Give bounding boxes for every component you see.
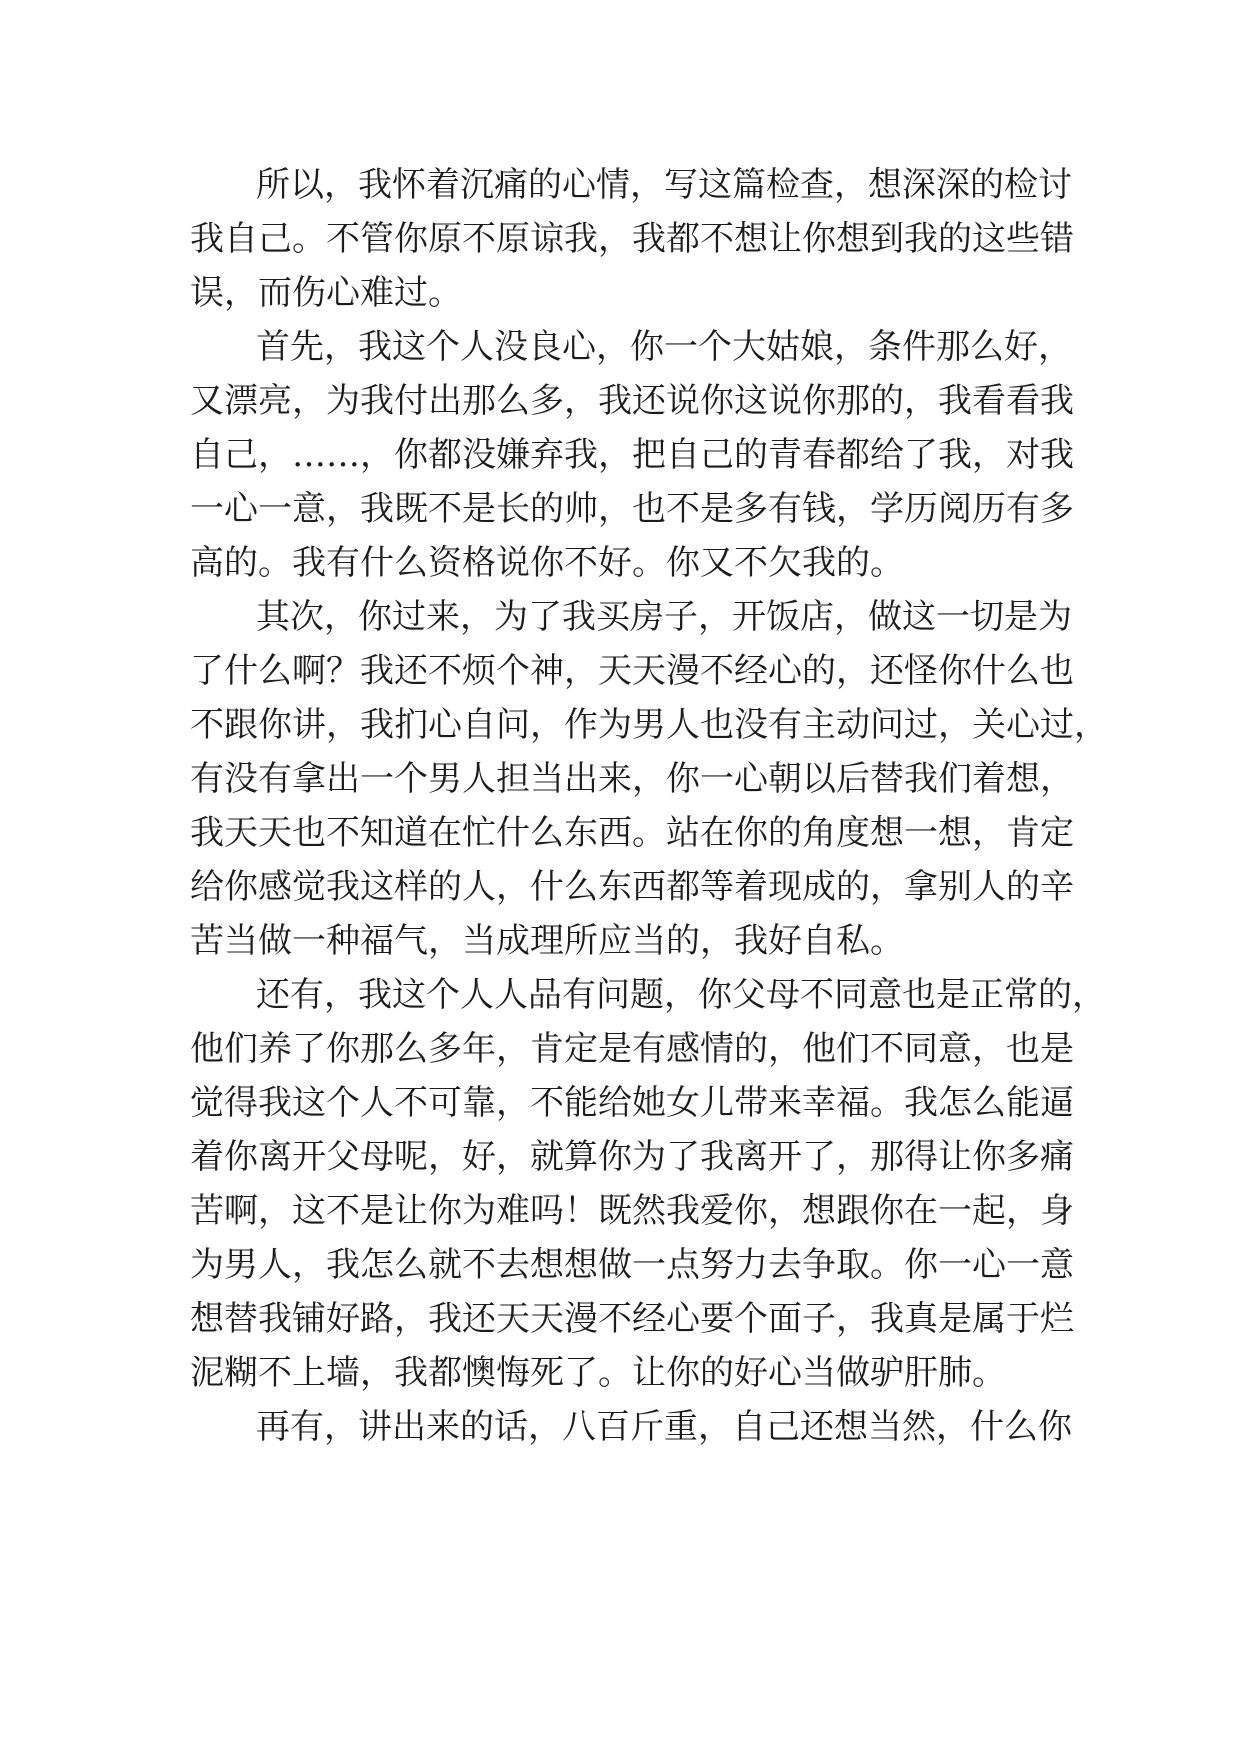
text-line: 有没有拿出一个男人担当出来，你一心朝以后替我们着想， (190, 759, 1074, 799)
text-line: 想替我铺好路，我还天天漫不经心要个面子，我真是属于烂 (190, 1299, 1074, 1339)
text-line: 觉得我这个人不可靠，不能给她女儿带来幸福。我怎么能逼 (190, 1083, 1074, 1123)
text-line: 着你离开父母呢，好，就算你为了我离开了，那得让你多痛 (190, 1137, 1074, 1177)
text-line: 其次，你过来，为了我买房子，开饭店，做这一切是为 (256, 597, 1072, 637)
text-line: 苦当做一种福气，当成理所应当的，我好自私。 (190, 921, 904, 961)
text-line: 他们养了你那么多年，肯定是有感情的，他们不同意，也是 (190, 1029, 1074, 1069)
text-line: 我自己。不管你原不原谅我，我都不想让你想到我的这些错 (190, 219, 1074, 259)
text-line: 泥糊不上墙，我都懊悔死了。让你的好心当做驴肝肺。 (190, 1353, 1006, 1393)
text-line: 苦啊，这不是让你为难吗！既然我爱你，想跟你在一起，身 (190, 1191, 1074, 1231)
text-line: 了什么啊？我还不烦个神，天天漫不经心的，还怪你什么也 (190, 651, 1074, 691)
text-line: 又漂亮，为我付出那么多，我还说你这说你那的，我看看我 (190, 381, 1074, 421)
text-line: 还有，我这个人人品有问题，你父母不同意也是正常的， (256, 975, 1106, 1015)
text-line: 高的。我有什么资格说你不好。你又不欠我的。 (190, 543, 904, 583)
text-line: 我天天也不知道在忙什么东西。站在你的角度想一想，肯定 (190, 813, 1074, 853)
text-line: 自己，……，你都没嫌弃我，把自己的青春都给了我，对我 (190, 435, 1074, 475)
text-line: 一心一意，我既不是长的帅，也不是多有钱，学历阅历有多 (190, 489, 1074, 529)
text-line: 首先，我这个人没良心，你一个大姑娘，条件那么好， (256, 327, 1072, 367)
text-line: 误，而伤心难过。 (190, 273, 462, 313)
text-line: 给你感觉我这样的人，什么东西都等着现成的，拿别人的辛 (190, 867, 1074, 907)
text-line: 再有，讲出来的话，八百斤重，自己还想当然，什么你 (256, 1407, 1072, 1447)
text-line: 不跟你讲，我扪心自问，作为男人也没有主动问过，关心过， (190, 705, 1108, 745)
text-line: 所以，我怀着沉痛的心情，写这篇检查，想深深的检讨 (256, 165, 1072, 205)
text-line: 为男人，我怎么就不去想想做一点努力去争取。你一心一意 (190, 1245, 1074, 1285)
